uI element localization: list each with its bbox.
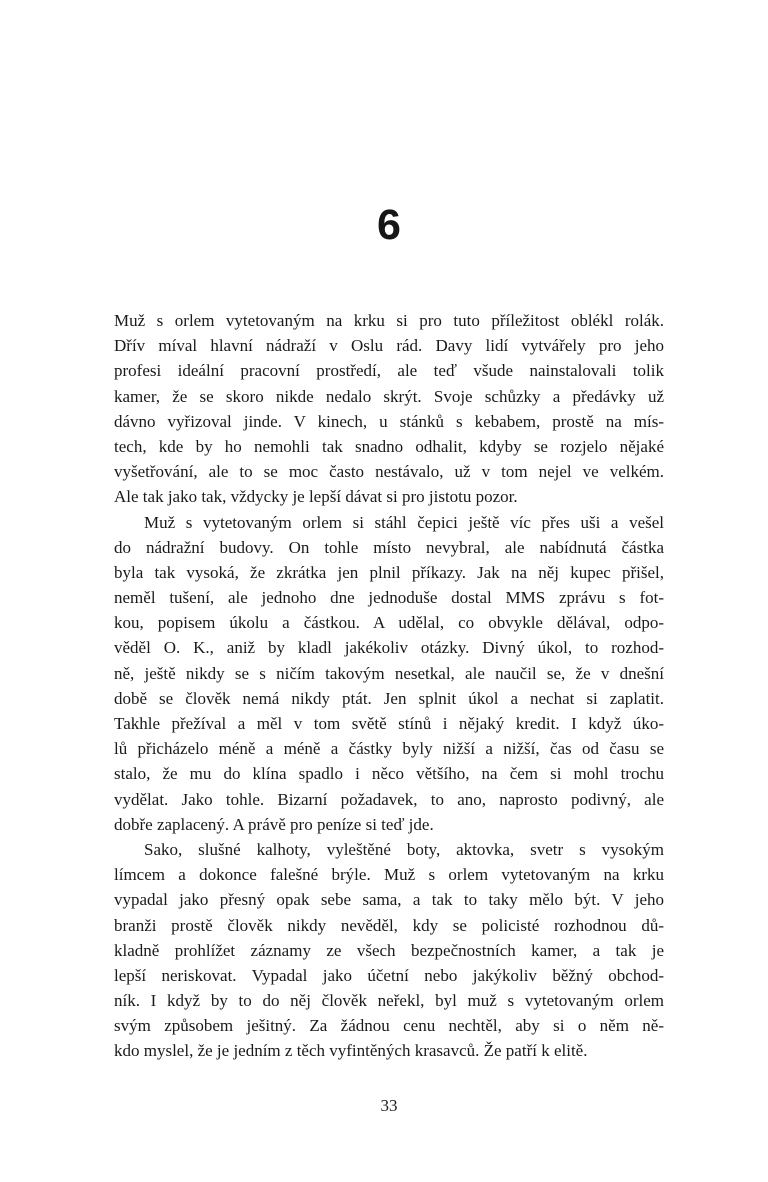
text-line: věděl O. K., aniž by kladl jakékoliv otázky. Divný úkol, to rozhod- <box>114 638 664 658</box>
text-line: Muž s vytetovaným orlem si stáhl čepici ještě víc přes uši a vešel <box>144 512 664 532</box>
text-line: kdo myslel, že je jedním z těch vyfintěných krasavců. Že patří k elitě. <box>114 1041 588 1061</box>
text-line: ník. I když by to do něj člověk neřekl, byl muž s vytetovaným orlem <box>114 991 664 1011</box>
text-line: lepší neriskovat. Vypadal jako účetní nebo jakýkoliv běžný obchod- <box>114 965 664 985</box>
text-line: svým způsobem ješitný. Za žádnou cenu nechtěl, aby si o něm ně- <box>114 1016 664 1036</box>
text-line: lů přicházelo méně a méně a částky byly nižší a nižší, čas od času se <box>114 739 664 759</box>
text-line: vydělat. Jako tohle. Bizarní požadavek, to ano, naprosto podivný, ale <box>114 789 664 809</box>
chapter-body-text <box>114 308 664 1064</box>
text-line: Muž s orlem vytetovaným na krku si pro tuto příležitost oblékl rolák. <box>114 311 664 330</box>
text-line: vypadal jako přesný opak sebe sama, a tak to taky mělo být. V jeho <box>114 890 664 910</box>
text-line: dávno vyřizoval jinde. V kinech, u stánků s kebabem, prostě na mís- <box>114 411 664 431</box>
paragraph-1 <box>114 308 664 510</box>
text-line: kamer, že se skoro nikde nedalo skrýt. Svoje schůzky a předávky už <box>114 386 664 406</box>
page-number: 33 <box>380 1096 398 1115</box>
text-line: ně, ještě nikdy se s ničím takovým nesetkal, ale naučil se, že v dnešní <box>114 663 664 683</box>
text-line: profesi ideální pracovní prostředí, ale teď všude nainstalovali tolik <box>114 361 664 381</box>
text-line: límcem a dokonce falešné brýle. Muž s orlem vytetovaným na krku <box>114 865 664 885</box>
chapter-number: 6 <box>377 201 401 249</box>
text-line: Dřív míval hlavní nádraží v Oslu rád. Davy lidí vytvářely pro jeho <box>114 336 664 356</box>
paragraph-2 <box>114 510 664 837</box>
text-line: tech, kde by ho nemohli tak snadno odhalit, kdyby se rozjelo nějaké <box>114 436 664 456</box>
text-line: kou, popisem úkolu a částkou. A udělal, co obvykle dělával, odpo- <box>114 613 664 633</box>
text-line: do nádražní budovy. On tohle místo nevybral, ale nabídnutá částka <box>114 537 664 557</box>
text-line: neměl tušení, ale jednoho dne jednoduše dostal MMS zprávu s fot- <box>114 588 664 608</box>
text-line: byla tak vysoká, že zkrátka jen plnil příkazy. Jak na něj kupec přišel, <box>114 562 664 582</box>
text-line: Sako, slušné kalhoty, vyleštěné boty, aktovka, svetr s vysokým <box>144 839 664 859</box>
text-line: vyšetřování, ale to se moc často nestávalo, už v tom nejel ve velkém. <box>114 462 664 482</box>
text-line: branži prostě člověk nikdy nevěděl, kdy se policisté rozhodnou dů- <box>114 915 664 935</box>
text-line: dobře zaplacený. A právě pro peníze si teď jde. <box>114 814 434 834</box>
text-line: době se člověk nemá nikdy ptát. Jen splnit úkol a nechat si zaplatit. <box>114 688 664 708</box>
text-line: stalo, že mu do klína spadlo i něco většího, na čem si mohl trochu <box>114 764 664 784</box>
text-line: Takhle přežíval a měl v tom světě stínů i nějaký kredit. I když úko- <box>114 714 664 733</box>
text-line: kladně prohlížet záznamy ze všech bezpečnostních kamer, a tak je <box>114 940 664 960</box>
text-line: Ale tak jako tak, vždycky je lepší dávat si pro jistotu pozor. <box>114 487 518 507</box>
paragraph-3 <box>114 837 664 1064</box>
